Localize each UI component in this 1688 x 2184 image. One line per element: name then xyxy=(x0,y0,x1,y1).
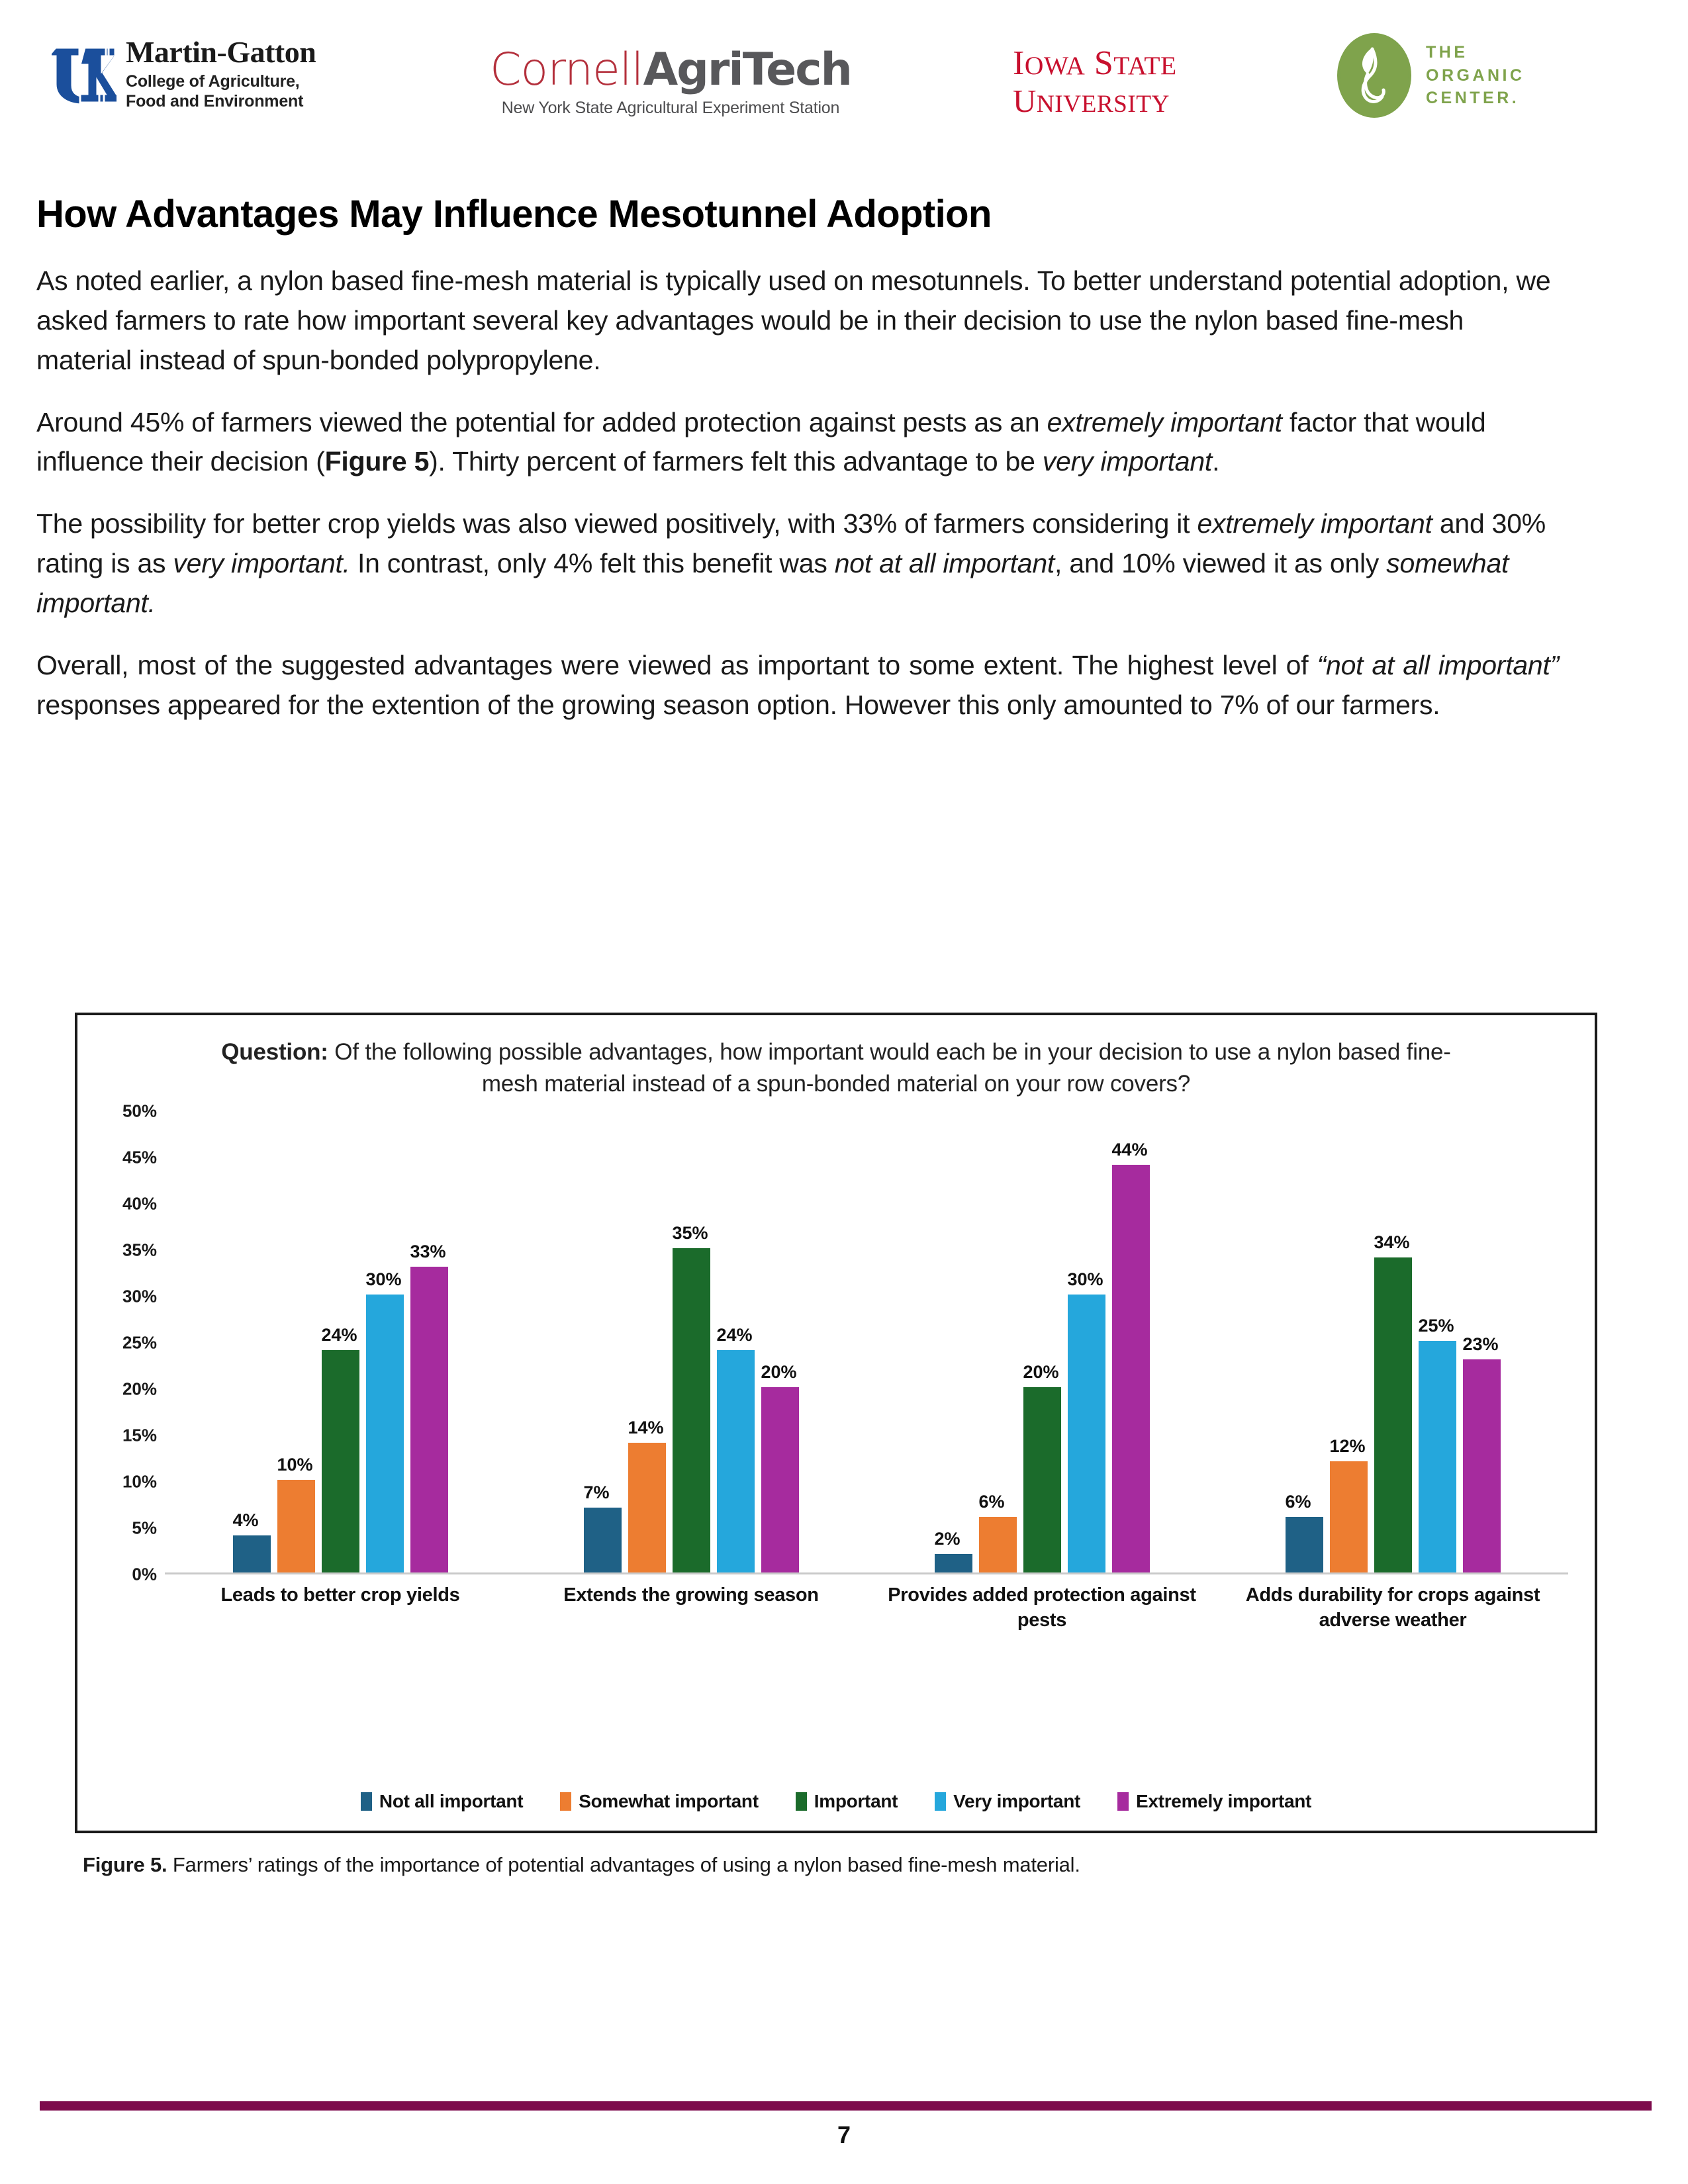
bar-column[interactable] xyxy=(935,1111,972,1572)
bar-somewhat-important[interactable] xyxy=(628,1443,666,1572)
bar-column[interactable] xyxy=(1463,1111,1501,1572)
legend-swatch-icon xyxy=(560,1792,571,1811)
figure-caption xyxy=(83,1853,1599,1877)
bar-group xyxy=(516,1111,867,1572)
bar-value-label: 44% xyxy=(1111,1140,1148,1160)
legend-item[interactable] xyxy=(796,1791,898,1812)
bar-important[interactable] xyxy=(1023,1387,1061,1572)
iowa-state-line2: UNIVERSITY xyxy=(1013,83,1170,119)
bar-column[interactable] xyxy=(277,1111,315,1572)
bar-column[interactable] xyxy=(628,1111,666,1572)
bar-somewhat-important[interactable] xyxy=(277,1480,315,1572)
chart-legend xyxy=(77,1791,1595,1812)
cornell-wordmark: Cornell xyxy=(490,44,643,96)
y-axis-tick: 0% xyxy=(132,1564,157,1584)
bar-not-all-important[interactable] xyxy=(233,1535,271,1572)
logo-the-organic-center xyxy=(1337,33,1525,118)
legend-item[interactable] xyxy=(1117,1791,1311,1812)
bar-column[interactable] xyxy=(717,1111,755,1572)
bar-value-label: 35% xyxy=(672,1223,708,1244)
uk-logo-line2: Food and Environment xyxy=(126,92,304,111)
x-axis-category-labels xyxy=(165,1582,1568,1633)
footer-rule xyxy=(40,2101,1652,2111)
y-axis-tick: 35% xyxy=(122,1240,157,1260)
bar-value-label: 30% xyxy=(1067,1269,1103,1290)
bar-value-label: 34% xyxy=(1374,1232,1410,1253)
toc-line2: ORGANIC xyxy=(1426,66,1525,85)
toc-line3: CENTER. xyxy=(1426,89,1520,108)
chart-title-bold: Question: xyxy=(221,1039,328,1065)
y-axis-tick: 5% xyxy=(132,1518,157,1538)
bar-extremely-important[interactable] xyxy=(1463,1359,1501,1572)
x-axis-label: Adds durability for crops against adverse weather xyxy=(1245,1584,1540,1631)
bar-column[interactable] xyxy=(410,1111,448,1572)
article-body xyxy=(36,192,1559,748)
figure-caption-text: Farmers’ ratings of the importance of potential advantages of using a nylon based fine-mesh material. xyxy=(167,1853,1080,1876)
y-axis-tick: 15% xyxy=(122,1425,157,1445)
bar-value-label: 30% xyxy=(365,1269,402,1290)
bar-value-label: 14% xyxy=(628,1418,664,1438)
bar-value-label: 2% xyxy=(934,1529,961,1549)
uk-logo-text xyxy=(126,37,316,112)
bar-value-label: 7% xyxy=(583,1482,610,1503)
bar-group xyxy=(867,1111,1217,1572)
bar-column[interactable] xyxy=(1419,1111,1456,1572)
bar-important[interactable] xyxy=(322,1350,359,1572)
legend-swatch-icon xyxy=(935,1792,946,1811)
bar-column[interactable] xyxy=(761,1111,799,1572)
legend-item[interactable] xyxy=(560,1791,759,1812)
y-axis-tick: 40% xyxy=(122,1193,157,1214)
bar-very-important[interactable] xyxy=(717,1350,755,1572)
bar-column[interactable] xyxy=(673,1111,710,1572)
bar-value-label: 25% xyxy=(1418,1316,1454,1336)
paragraph-list xyxy=(36,261,1559,725)
chart-title-rest: Of the following possible advantages, how important would each be in your decision to use a nylon based fine-mesh material instead of a spun-bonded material on your row covers? xyxy=(328,1039,1451,1097)
bar-important[interactable] xyxy=(673,1248,710,1572)
bar-extremely-important[interactable] xyxy=(761,1387,799,1572)
uk-logo-title: Martin-Gatton xyxy=(126,35,316,69)
iowa-state-line1: IOWA STATE xyxy=(1013,44,1177,82)
bar-somewhat-important[interactable] xyxy=(1330,1461,1368,1572)
agritech-wordmark: AgriTech xyxy=(643,44,851,96)
bar-column[interactable] xyxy=(233,1111,271,1572)
bar-value-label: 6% xyxy=(1285,1492,1311,1512)
legend-label: Not all important xyxy=(379,1791,524,1811)
bar-not-all-important[interactable] xyxy=(935,1554,972,1572)
y-axis xyxy=(87,1101,157,1584)
paragraph-p3: The possibility for better crop yields was also viewed positively, with 33% of farmers considering it extremely important and 30% rating is as very important. In contrast, only 4% felt this benefit was not at all important, and 10% viewed it as only somewhat important. xyxy=(36,508,1546,619)
bar-column[interactable] xyxy=(1330,1111,1368,1572)
legend-label: Important xyxy=(814,1791,898,1811)
paragraph-p2: Around 45% of farmers viewed the potential for added protection against pests as an extremely important factor that would influence their decision (Figure 5). Thirty percent of farmers felt this advantage to be very important. xyxy=(36,406,1486,477)
plot-wrapper xyxy=(77,1101,1595,1634)
bar-group xyxy=(1217,1111,1568,1572)
page-number: 7 xyxy=(837,2121,851,2148)
bar-column[interactable] xyxy=(979,1111,1017,1572)
legend-swatch-icon xyxy=(796,1792,807,1811)
y-axis-tick: 45% xyxy=(122,1147,157,1167)
logo-university-of-kentucky xyxy=(52,37,316,112)
bar-column[interactable] xyxy=(366,1111,404,1572)
legend-item[interactable] xyxy=(935,1791,1080,1812)
legend-item[interactable] xyxy=(361,1791,523,1812)
bar-important[interactable] xyxy=(1374,1257,1412,1572)
y-axis-tick: 30% xyxy=(122,1286,157,1306)
bar-not-all-important[interactable] xyxy=(1286,1517,1323,1572)
bar-value-label: 23% xyxy=(1462,1334,1499,1355)
paragraph-p1: As noted earlier, a nylon based fine-mesh material is typically used on mesotunnels. To better understand potential adoption, we asked farmers to rate how important several key advantages would be in their decision to use the nylon based fine-mesh material instead of spun-bonded polypropylene. xyxy=(36,265,1551,375)
legend-label: Extremely important xyxy=(1136,1791,1312,1811)
x-axis-label: Leads to better crop yields xyxy=(220,1584,460,1606)
bar-value-label: 24% xyxy=(321,1325,357,1345)
bar-column[interactable] xyxy=(1374,1111,1412,1572)
plot-area xyxy=(165,1111,1568,1574)
y-axis-tick: 10% xyxy=(122,1471,157,1492)
bar-not-all-important[interactable] xyxy=(584,1508,622,1572)
logo-iowa-state-university xyxy=(1013,46,1177,117)
page-title: How Advantages May Influence Mesotunnel Adoption xyxy=(36,193,992,236)
toc-line1: THE xyxy=(1426,43,1468,62)
bar-value-label: 10% xyxy=(277,1455,313,1475)
legend-label: Very important xyxy=(953,1791,1081,1811)
bar-value-label: 24% xyxy=(716,1325,753,1345)
figure-5-chart xyxy=(75,1013,1597,1833)
leaf-sprout-icon xyxy=(1337,33,1411,118)
bar-very-important[interactable] xyxy=(366,1295,404,1572)
bar-very-important[interactable] xyxy=(1068,1295,1105,1572)
x-axis-label: Provides added protection against pests xyxy=(888,1584,1196,1631)
logo-bar xyxy=(0,12,1688,128)
chart-title xyxy=(77,1015,1595,1099)
uk-logo-line1: College of Agriculture, xyxy=(126,71,300,91)
bar-value-label: 20% xyxy=(1023,1362,1059,1383)
bar-column[interactable] xyxy=(584,1111,622,1572)
paragraph-p4: Overall, most of the suggested advantages were viewed as important to some extent. The highest level of “not at all important” responses appeared for the extention of the growing season option. However this only amounted to 7% of our farmers. xyxy=(36,649,1559,720)
bar-very-important[interactable] xyxy=(1419,1341,1456,1572)
logo-cornell-agritech xyxy=(490,44,851,118)
legend-swatch-icon xyxy=(361,1792,372,1811)
bar-extremely-important[interactable] xyxy=(1112,1165,1150,1572)
bar-column[interactable] xyxy=(1023,1111,1061,1572)
y-axis-tick: 25% xyxy=(122,1332,157,1353)
cornell-subtitle: New York State Agricultural Experiment Station xyxy=(501,99,840,117)
legend-label: Somewhat important xyxy=(579,1791,759,1811)
the-organic-center-wordmark xyxy=(1426,41,1525,110)
bar-value-label: 6% xyxy=(978,1492,1005,1512)
bar-column[interactable] xyxy=(322,1111,359,1572)
y-axis-tick: 20% xyxy=(122,1379,157,1399)
y-axis-tick: 50% xyxy=(122,1101,157,1121)
uk-interlocking-monogram-icon xyxy=(52,38,117,110)
bar-column[interactable] xyxy=(1286,1111,1323,1572)
bar-group xyxy=(165,1111,516,1572)
bar-column[interactable] xyxy=(1112,1111,1150,1572)
x-axis-label: Extends the growing season xyxy=(563,1584,819,1606)
bar-somewhat-important[interactable] xyxy=(979,1517,1017,1572)
bar-value-label: 4% xyxy=(232,1510,259,1531)
bar-value-label: 12% xyxy=(1329,1436,1366,1457)
bar-value-label: 33% xyxy=(410,1242,446,1262)
figure-caption-label: Figure 5. xyxy=(83,1853,167,1876)
legend-swatch-icon xyxy=(1117,1792,1129,1811)
bar-value-label: 20% xyxy=(761,1362,797,1383)
bar-extremely-important[interactable] xyxy=(410,1267,448,1572)
bar-column[interactable] xyxy=(1068,1111,1105,1572)
